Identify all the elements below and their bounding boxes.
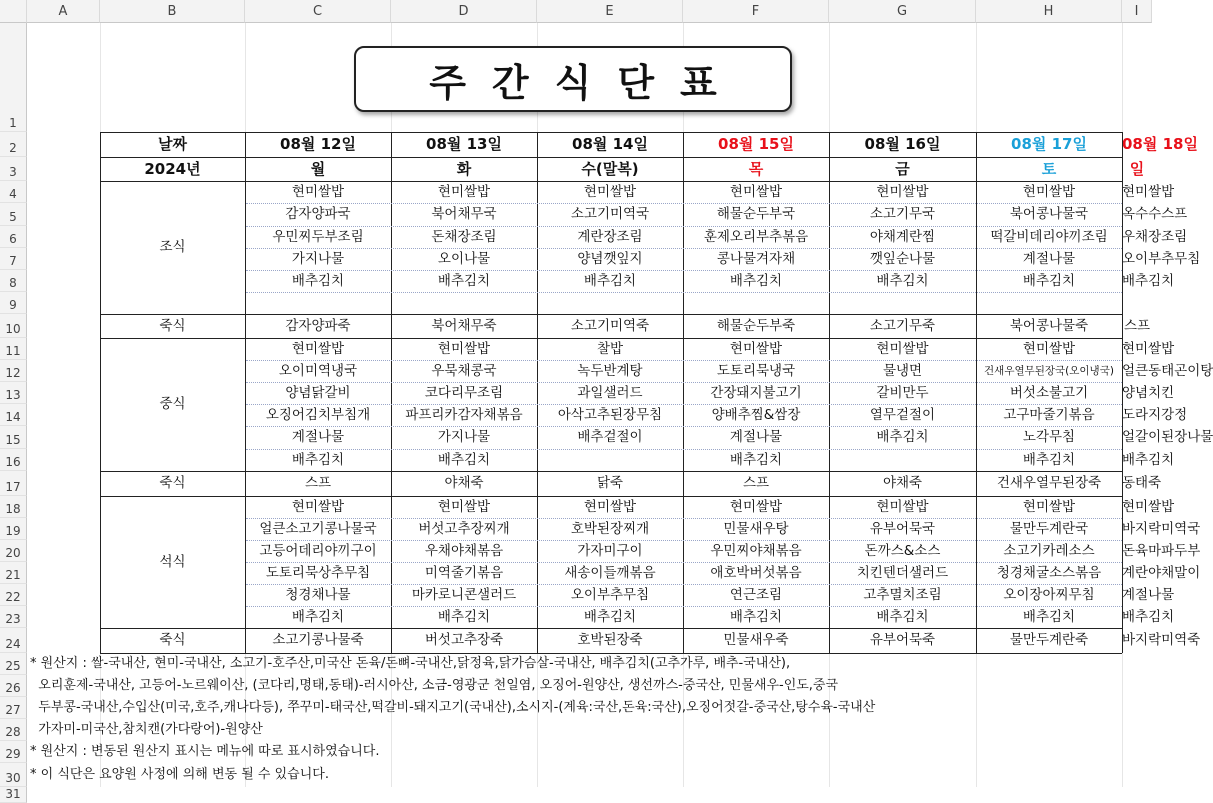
menu-item[interactable]: 코다리무조림: [424, 385, 504, 401]
menu-item[interactable]: 현미쌀밥: [1122, 184, 1175, 200]
menu-item[interactable]: 소고기미역죽: [570, 318, 650, 334]
date-cell[interactable]: 08월 13일: [426, 135, 502, 153]
menu-item[interactable]: 계절나물: [729, 429, 783, 445]
row-header-19[interactable]: 19: [0, 518, 27, 540]
dotted-divider: [246, 203, 1122, 204]
menu-item[interactable]: 배추김치: [437, 273, 491, 289]
table-border-horizontal: [100, 338, 1122, 339]
menu-item[interactable]: 현미쌀밥: [876, 341, 929, 357]
menu-item[interactable]: 현미쌀밥: [583, 499, 637, 515]
table-border-vertical: [683, 132, 684, 653]
row-header-15[interactable]: 15: [0, 426, 27, 449]
menu-item[interactable]: 물만두계란국: [1009, 521, 1089, 537]
dotted-divider: [246, 270, 1122, 271]
dotted-divider: [246, 404, 1122, 405]
note-line: 오리훈제-국내산, 고등어-노르웨이산, (코다리,명태,동태)-러시아산, 소금-영광군 천일염, 오징어-원양산, 생선까스-중국산, 민물새우-인도,중국: [30, 678, 839, 693]
menu-item[interactable]: 현미쌀밥: [437, 341, 491, 357]
menu-item[interactable]: 호박된장찌개: [570, 521, 650, 537]
menu-item[interactable]: 얼갈이된장나물: [1122, 429, 1213, 445]
date-label[interactable]: 날짜: [158, 135, 187, 153]
menu-item[interactable]: 현미쌀밥: [876, 499, 929, 515]
note-line: * 원산지 : 쌀-국내산, 현미-국내산, 소고기-호주산,미국산 돈육/돈뼈-국내산,닭정육,닭가슴살-국내산, 배추김치(고추가루, 배추-국내산),: [30, 656, 791, 671]
row-header-26[interactable]: 26: [0, 675, 27, 697]
table-border-horizontal: [100, 314, 1122, 315]
row-header-9[interactable]: 9: [0, 292, 27, 314]
dotted-divider: [246, 226, 1122, 227]
select-all-corner[interactable]: [0, 0, 27, 23]
date-cell[interactable]: 08월 16일: [864, 135, 941, 153]
menu-item[interactable]: 배추김치: [729, 452, 783, 468]
menu-item[interactable]: 배추김치: [583, 273, 637, 289]
note-line: 두부콩-국내산,수입산(미국,호주,캐나다등), 쭈꾸미-태국산,떡갈비-돼지고기(국내산),소시지-(계육:국산,돈육:국산),오징어젓갈-중국산,탕수육-국내산: [30, 700, 876, 715]
menu-item[interactable]: 야채죽: [444, 475, 484, 491]
table-border-vertical: [829, 132, 830, 653]
menu-item[interactable]: 감자양파국: [285, 206, 351, 222]
menu-item[interactable]: 도토리묵상추무침: [265, 565, 371, 581]
menu-item[interactable]: 스프: [1123, 318, 1151, 334]
menu-item[interactable]: 과일샐러드: [577, 385, 643, 401]
page-title: 주간식단표: [354, 46, 792, 112]
menu-item[interactable]: 민물새우죽: [723, 632, 789, 648]
row-header-13[interactable]: 13: [0, 382, 27, 404]
menu-item[interactable]: 배추김치: [437, 609, 491, 625]
menu-item[interactable]: 우민찌두부조림: [272, 229, 364, 245]
table-border-horizontal: [100, 157, 1122, 158]
menu-item[interactable]: 건새우열무된장국(오이냉국): [984, 365, 1114, 377]
menu-item[interactable]: 오이부추무침: [570, 587, 650, 603]
date-cell[interactable]: 08월 12일: [280, 135, 356, 153]
day-cell[interactable]: 월: [310, 160, 326, 178]
table-border-vertical: [245, 132, 246, 653]
menu-item[interactable]: 갈비만두: [876, 385, 929, 401]
menu-item[interactable]: 배추김치: [291, 273, 345, 289]
menu-item[interactable]: 양념닭갈비: [285, 385, 351, 401]
table-border-horizontal: [100, 132, 1122, 133]
menu-item[interactable]: 건새우열무된장죽: [996, 475, 1102, 491]
menu-item[interactable]: 얼큰동태곤이탕: [1122, 363, 1213, 379]
column-header-D[interactable]: D: [391, 0, 537, 23]
meal-label-porridge[interactable]: 죽식: [159, 475, 186, 491]
menu-item[interactable]: 도라지강정: [1122, 407, 1188, 423]
menu-item[interactable]: 우채야채볶음: [424, 543, 504, 559]
menu-item[interactable]: 배추겉절이: [577, 429, 643, 445]
menu-item[interactable]: 현미쌀밥: [1022, 341, 1076, 357]
table-border-vertical: [976, 132, 977, 653]
date-cell[interactable]: 08월 18일: [1122, 135, 1198, 153]
row-header-2[interactable]: 2: [0, 132, 27, 157]
dotted-divider: [246, 562, 1122, 563]
dotted-divider: [246, 584, 1122, 585]
dotted-divider: [246, 292, 1122, 293]
menu-item[interactable]: 민물새우탕: [723, 521, 789, 537]
menu-item[interactable]: 파프리카감자채볶음: [405, 407, 523, 423]
row-header-7[interactable]: 7: [0, 248, 27, 270]
menu-item[interactable]: 바지락미역국: [1122, 521, 1201, 537]
menu-item[interactable]: 새송이들깨볶음: [564, 565, 656, 581]
menu-item[interactable]: 고구마줄기볶음: [1003, 407, 1095, 423]
day-cell[interactable]: 화: [456, 160, 472, 178]
meal-label-breakfast[interactable]: 조식: [159, 239, 186, 255]
row-header-14[interactable]: 14: [0, 404, 27, 426]
menu-item[interactable]: 해물순두부국: [716, 206, 796, 222]
menu-item[interactable]: 현미쌀밥: [1122, 341, 1175, 357]
note-line: * 이 식단은 요양원 사정에 의해 변동 될 수 있습니다.: [30, 767, 329, 782]
menu-item[interactable]: 돈채장조림: [431, 229, 497, 245]
menu-item[interactable]: 오징어김치부침개: [265, 407, 371, 423]
menu-item[interactable]: 훈제오리부추볶음: [703, 229, 809, 245]
menu-item[interactable]: 현미쌀밥: [437, 499, 491, 515]
menu-item[interactable]: 가자미구이: [577, 543, 643, 559]
row-header-27[interactable]: 27: [0, 697, 27, 719]
menu-item[interactable]: 소고기무죽: [869, 318, 936, 334]
menu-item[interactable]: 동태죽: [1122, 475, 1162, 491]
menu-item[interactable]: 콩나물겨자채: [716, 251, 796, 267]
day-cell[interactable]: 금: [895, 160, 910, 178]
menu-item[interactable]: 현미쌀밥: [1022, 499, 1076, 515]
menu-item[interactable]: 배추김치: [583, 609, 637, 625]
column-header-F[interactable]: F: [683, 0, 829, 23]
menu-item[interactable]: 현미쌀밥: [876, 184, 929, 200]
menu-item[interactable]: 아삭고추된장무침: [557, 407, 663, 423]
menu-item[interactable]: 현미쌀밥: [291, 184, 345, 200]
row-header-12[interactable]: 12: [0, 360, 27, 382]
note-line: * 원산지 : 변동된 원산지 표시는 메뉴에 따로 표시하였습니다.: [30, 744, 380, 759]
menu-item[interactable]: 배추김치: [876, 273, 929, 289]
row-header-17[interactable]: 17: [0, 471, 27, 496]
menu-item[interactable]: 배추김치: [729, 609, 783, 625]
menu-item[interactable]: 치킨텐더샐러드: [856, 565, 949, 581]
menu-item[interactable]: 배추김치: [437, 452, 491, 468]
menu-item[interactable]: [537, 449, 683, 471]
menu-item[interactable]: 소고기카레소스: [1003, 543, 1095, 559]
date-cell[interactable]: 08월 14일: [572, 135, 648, 153]
menu-item[interactable]: 우채장조림: [1122, 229, 1188, 245]
menu-item[interactable]: 고등어데리야끼구이: [259, 543, 377, 559]
menu-item[interactable]: 우묵채콩국: [431, 363, 497, 379]
menu-item[interactable]: 배추김치: [1022, 609, 1076, 625]
menu-item[interactable]: 배추김치: [1022, 273, 1076, 289]
menu-item[interactable]: 배추김치: [1022, 452, 1076, 468]
column-header-G[interactable]: G: [829, 0, 976, 23]
menu-item[interactable]: 청경채굴소스볶음: [996, 565, 1102, 581]
menu-item[interactable]: 녹두반계탕: [577, 363, 643, 379]
row-header-5[interactable]: 5: [0, 203, 27, 226]
table-border-horizontal: [100, 181, 1122, 182]
menu-item[interactable]: 도토리묵냉국: [716, 363, 796, 379]
menu-item[interactable]: 오이장아찌무침: [1003, 587, 1095, 603]
row-header-31[interactable]: 31: [0, 787, 27, 803]
menu-item[interactable]: 노각무침: [1022, 429, 1076, 445]
menu-item[interactable]: 가지나물: [291, 251, 345, 267]
menu-item[interactable]: 오이부추무침: [1122, 251, 1201, 267]
menu-item[interactable]: 떡갈비데리야끼조림: [990, 229, 1108, 245]
row-header-25[interactable]: 25: [0, 653, 27, 675]
meal-label-porridge[interactable]: 죽식: [159, 632, 186, 648]
table-border-vertical: [1122, 132, 1123, 653]
table-border-horizontal: [100, 471, 1122, 472]
row-header-4[interactable]: 4: [0, 181, 27, 203]
table-border-horizontal: [100, 628, 1122, 629]
menu-item[interactable]: 배추김치: [876, 429, 929, 445]
menu-item[interactable]: 유부어묵국: [869, 521, 936, 537]
dotted-divider: [246, 248, 1122, 249]
menu-item[interactable]: 배추김치: [291, 609, 345, 625]
menu-item[interactable]: 계절나물: [1122, 587, 1175, 603]
menu-item[interactable]: 배추김치: [291, 452, 345, 468]
dotted-divider: [246, 606, 1122, 607]
meal-label-porridge[interactable]: 죽식: [159, 318, 186, 334]
menu-item[interactable]: [829, 449, 976, 471]
table-border-vertical: [391, 132, 392, 653]
menu-item[interactable]: 버섯고추장죽: [424, 632, 504, 648]
menu-item[interactable]: 계절나물: [291, 429, 345, 445]
menu-item[interactable]: 계절나물: [1022, 251, 1076, 267]
menu-item[interactable]: 유부어묵죽: [869, 632, 936, 648]
menu-item[interactable]: 깻잎순나물: [869, 251, 936, 267]
menu-item[interactable]: 얼큰소고기콩나물국: [259, 521, 377, 537]
menu-item[interactable]: 계란장조림: [577, 229, 643, 245]
menu-item[interactable]: 소고기무국: [869, 206, 936, 222]
row-header-16[interactable]: 16: [0, 449, 27, 471]
year-label[interactable]: 2024년: [144, 160, 201, 178]
menu-item[interactable]: 스프: [742, 475, 770, 491]
menu-item[interactable]: 양념깻잎지: [577, 251, 643, 267]
table-border-vertical: [537, 132, 538, 653]
menu-item[interactable]: 오이미역냉국: [278, 363, 358, 379]
menu-item[interactable]: 연근조림: [729, 587, 783, 603]
row-header-18[interactable]: 18: [0, 496, 27, 518]
table-border-horizontal: [100, 496, 1122, 497]
menu-item[interactable]: 계란야채말이: [1122, 565, 1201, 581]
menu-item[interactable]: 열무겉절이: [869, 407, 936, 423]
menu-item[interactable]: 스프: [304, 475, 332, 491]
date-cell[interactable]: 08월 15일: [718, 135, 794, 153]
menu-item[interactable]: 현미쌀밥: [291, 341, 345, 357]
menu-item[interactable]: 현미쌀밥: [583, 184, 637, 200]
date-cell[interactable]: 08월 17일: [1011, 135, 1087, 153]
menu-item[interactable]: 물냉면: [882, 363, 923, 379]
menu-item[interactable]: 양념치킨: [1122, 385, 1175, 401]
column-header-C[interactable]: C: [245, 0, 391, 23]
meal-label-dinner[interactable]: 석식: [159, 554, 186, 570]
menu-item[interactable]: 야채죽: [882, 475, 923, 491]
menu-item[interactable]: 배추김치: [1122, 273, 1175, 289]
menu-item[interactable]: 감자양파죽: [285, 318, 351, 334]
day-cell[interactable]: 토: [1041, 160, 1057, 178]
menu-item[interactable]: 해물순두부죽: [716, 318, 796, 334]
menu-item[interactable]: 돈육마파두부: [1122, 543, 1201, 559]
column-header-I[interactable]: I: [1122, 0, 1152, 23]
dotted-divider: [246, 540, 1122, 541]
menu-item[interactable]: 애호박버섯볶음: [710, 565, 802, 581]
day-cell[interactable]: 수(말복): [581, 160, 639, 178]
menu-item[interactable]: 배추김치: [1122, 452, 1175, 468]
menu-item[interactable]: 오이나물: [437, 251, 491, 267]
menu-item[interactable]: 배추김치: [876, 609, 929, 625]
menu-item[interactable]: 닭죽: [596, 475, 624, 491]
menu-item[interactable]: 배추김치: [729, 273, 783, 289]
menu-item[interactable]: 소고기콩나물죽: [272, 632, 364, 648]
note-line: 가자미-미국산,참치캔(가다랑어)-원양산: [30, 722, 263, 737]
row-header-3[interactable]: 3: [0, 157, 27, 181]
day-cell[interactable]: 일: [1129, 160, 1145, 178]
menu-item[interactable]: 북어콩나물죽: [1009, 318, 1089, 334]
menu-item[interactable]: 북어콩나물국: [1009, 206, 1089, 222]
row-header-28[interactable]: 28: [0, 719, 27, 741]
row-header-21[interactable]: 21: [0, 562, 27, 584]
table-border-vertical: [100, 132, 101, 653]
menu-item[interactable]: 양배추찜&쌈장: [711, 407, 801, 423]
dotted-divider: [246, 360, 1122, 361]
row-header-8[interactable]: 8: [0, 270, 27, 292]
menu-item[interactable]: 마카로니콘샐러드: [411, 587, 517, 603]
dotted-divider: [246, 382, 1122, 383]
menu-item[interactable]: 소고기미역국: [570, 206, 650, 222]
menu-item[interactable]: 현미쌀밥: [729, 499, 783, 515]
row-header-1[interactable]: 1: [0, 23, 27, 132]
column-header-A[interactable]: A: [27, 0, 100, 23]
menu-item[interactable]: 옥수수스프: [1122, 206, 1188, 222]
menu-item[interactable]: 청경채나물: [285, 587, 351, 603]
menu-item[interactable]: 호박된장죽: [577, 632, 643, 648]
menu-item[interactable]: 현미쌀밥: [729, 341, 783, 357]
menu-item[interactable]: 간장돼지불고기: [710, 385, 802, 401]
dotted-divider: [246, 518, 1122, 519]
menu-item[interactable]: 바지락미역죽: [1122, 632, 1201, 648]
menu-item[interactable]: 고추멸치조림: [863, 587, 942, 603]
dotted-divider: [246, 449, 1122, 450]
menu-item[interactable]: 돈까스&소스: [864, 543, 941, 559]
dotted-divider: [246, 426, 1122, 427]
menu-item[interactable]: 가지나물: [437, 429, 491, 445]
menu-item[interactable]: 북어채무죽: [431, 318, 497, 334]
row-header-30[interactable]: 30: [0, 763, 27, 787]
menu-item[interactable]: 버섯고추장찌개: [418, 521, 510, 537]
row-header-23[interactable]: 23: [0, 606, 27, 628]
menu-item[interactable]: 배추김치: [1122, 609, 1175, 625]
row-header-11[interactable]: 11: [0, 338, 27, 360]
day-cell[interactable]: 목: [748, 160, 764, 178]
menu-item[interactable]: 우민찌야채볶음: [710, 543, 802, 559]
menu-item[interactable]: 현미쌀밥: [1122, 499, 1175, 515]
column-header-E[interactable]: E: [537, 0, 683, 23]
column-header-H[interactable]: H: [976, 0, 1122, 23]
menu-item[interactable]: 미역줄기볶음: [424, 565, 504, 581]
row-header-6[interactable]: 6: [0, 226, 27, 248]
row-header-29[interactable]: 29: [0, 741, 27, 763]
menu-item[interactable]: 현미쌀밥: [1022, 184, 1076, 200]
menu-item[interactable]: 현미쌀밥: [729, 184, 783, 200]
menu-item[interactable]: 찰밥: [596, 341, 624, 357]
row-header-10[interactable]: 10: [0, 314, 27, 338]
menu-item[interactable]: 야채계란찜: [869, 229, 936, 245]
column-header-B[interactable]: B: [100, 0, 245, 23]
menu-item[interactable]: 북어채무국: [431, 206, 497, 222]
row-header-20[interactable]: 20: [0, 540, 27, 562]
menu-item[interactable]: 물만두계란죽: [1009, 632, 1089, 648]
menu-item[interactable]: 현미쌀밥: [291, 499, 345, 515]
meal-label-lunch[interactable]: 중식: [159, 396, 186, 412]
menu-item[interactable]: 버섯소불고기: [1009, 385, 1089, 401]
row-header-24[interactable]: 24: [0, 628, 27, 653]
menu-item[interactable]: 현미쌀밥: [437, 184, 491, 200]
row-header-22[interactable]: 22: [0, 584, 27, 606]
